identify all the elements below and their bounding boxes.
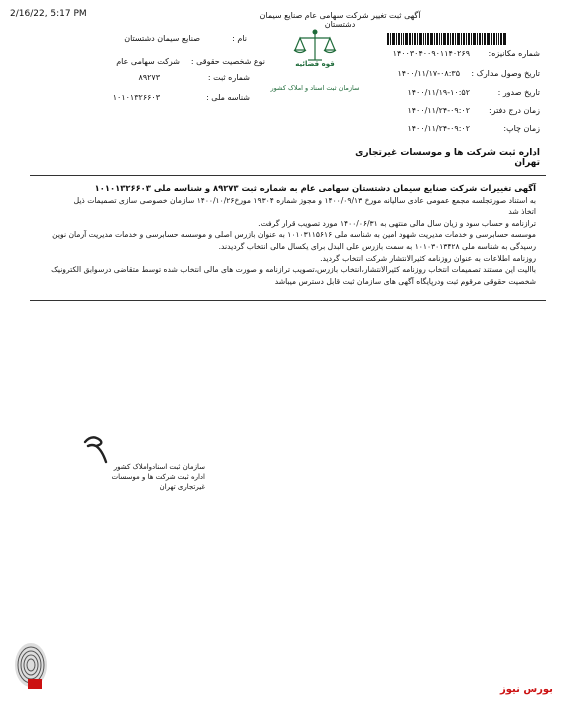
judiciary-emblem (270, 26, 360, 96)
reg-number-label: شماره ثبت : (207, 73, 250, 82)
national-id-label: شناسه ملی : (206, 93, 250, 102)
document-barcode (387, 33, 533, 45)
body-line: روزنامه اطلاعات به عنوان روزنامه کثیرالانتشار شرکت انتخاب گردید. (320, 253, 536, 263)
body-line: شخصیت حقوقی مرقوم ثبت ودرپایگاه آگهی های سازمان ثبت قابل دسترس میباشد (274, 276, 536, 286)
office-entry-label: زمان درج دفتر: (488, 106, 540, 115)
office-entry-value: ۱۴۰۰/۱۱/۲۴-۰۹:۰۲ (407, 106, 470, 115)
fingerprint-logo (10, 639, 52, 695)
body-line: رسیدگی به شناسه ملی ۱۰۱۰۳۰۱۳۴۲۸ به سمت بازرس علی البدل برای یکسال مالی انتخاب گردیدند. (218, 241, 536, 251)
name-value: صنایع سیمان دشتستان (124, 34, 200, 43)
stamp-line-1: سازمان ثبت اسنادواملاک کشور (113, 463, 205, 471)
office-heading: اداره ثبت شرکت ها و موسسات غیرتجاری تهران (355, 148, 540, 168)
receipt-date-value: ۱۴۰۰/۱۱/۱۷-۰۸:۳۵ (397, 69, 460, 78)
body-line: اتخاذ شد (508, 207, 536, 217)
print-title: آگهی ثبت تغییر شرکت سهامی عام صنایع سیمان دشتستان (259, 11, 421, 29)
announcement-body (45, 183, 536, 287)
receipt-date-label: تاریخ وصول مدارک : (471, 69, 540, 78)
divider-bottom (30, 300, 546, 301)
stamp-line-2: اداره ثبت شرکت ها و موسسات غیرتجاری تهران (111, 473, 205, 491)
print-time-value: ۱۴۰۰/۱۱/۲۴-۰۹:۰۲ (407, 124, 470, 133)
body-line: به استناد صورتجلسه مجمع عمومی عادی سالیانه مورخ ۱۴۰۰/۰۹/۱۳ و مجوز شماره ۱۹۳۰۴ مورخ۱۴۰۰/۱۰/۲۶ سازمان خصوصی سازی تصمیمات ذیل (73, 195, 536, 205)
print-time-label: زمان چاپ: (503, 124, 540, 133)
emblem-bottom-text: سازمان ثبت اسناد و املاک کشور (270, 84, 360, 92)
body-line: ترازنامه و حساب سود و زیان سال مالی منتهی به ۱۴۰۰/۰۶/۳۱ مورد تصویب قرار گرفت. (258, 218, 536, 228)
divider-top (30, 175, 546, 176)
name-label: نام : (232, 34, 247, 43)
mechanized-number-value: ۱۴۰۰۳۰۴۰۰۹۰۱۱۴۰۲۶۹ (392, 49, 470, 58)
brand-watermark: بورس نیوز (500, 684, 553, 695)
mechanized-number-label: شماره مکانیزه: (488, 49, 540, 58)
issue-date-label: تاریخ صدور : (497, 88, 540, 97)
body-line: آگهی تغییرات شرکت صنایع سیمان دشتستان سهامی عام به شماره ثبت ۸۹۲۷۳ و شناسه ملی ۱۰۱۰۱۳۲۶۶۰۳ (94, 183, 536, 193)
print-date: 2/16/22, 5:17 PM (10, 9, 87, 19)
issue-date-value: ۱۴۰۰/۱۱/۱۹-۱۰:۵۲ (407, 88, 470, 97)
entity-type-value: شرکت سهامی عام (116, 57, 180, 66)
national-id-value: ۱۰۱۰۱۳۲۶۶۰۳ (112, 93, 160, 102)
entity-type-label: نوع شخصیت حقوقی : (190, 57, 265, 66)
reg-number-value: ۸۹۲۷۳ (138, 73, 160, 82)
emblem-top-text: قوه قضائیه (295, 60, 335, 68)
body-line: باالیت این مستند تصمیمات انتخاب روزنامه کثیرالانتشار،انتخاب بازرس،تصویب ترازنامه و صورت های مالی انتخاب شده توسط متقاضی درسوابق الکترونیک (51, 265, 536, 275)
body-line: موسسه حسابرسی و خدمات مدیریت شهود امین به شناسه ملی ۱۰۱۰۳۱۱۵۶۱۶ به عنوان بازرس اصلی و موسسه حسابرسی و خدمات مدیریت آرمان نوین (52, 230, 536, 240)
registry-stamp (95, 462, 205, 492)
